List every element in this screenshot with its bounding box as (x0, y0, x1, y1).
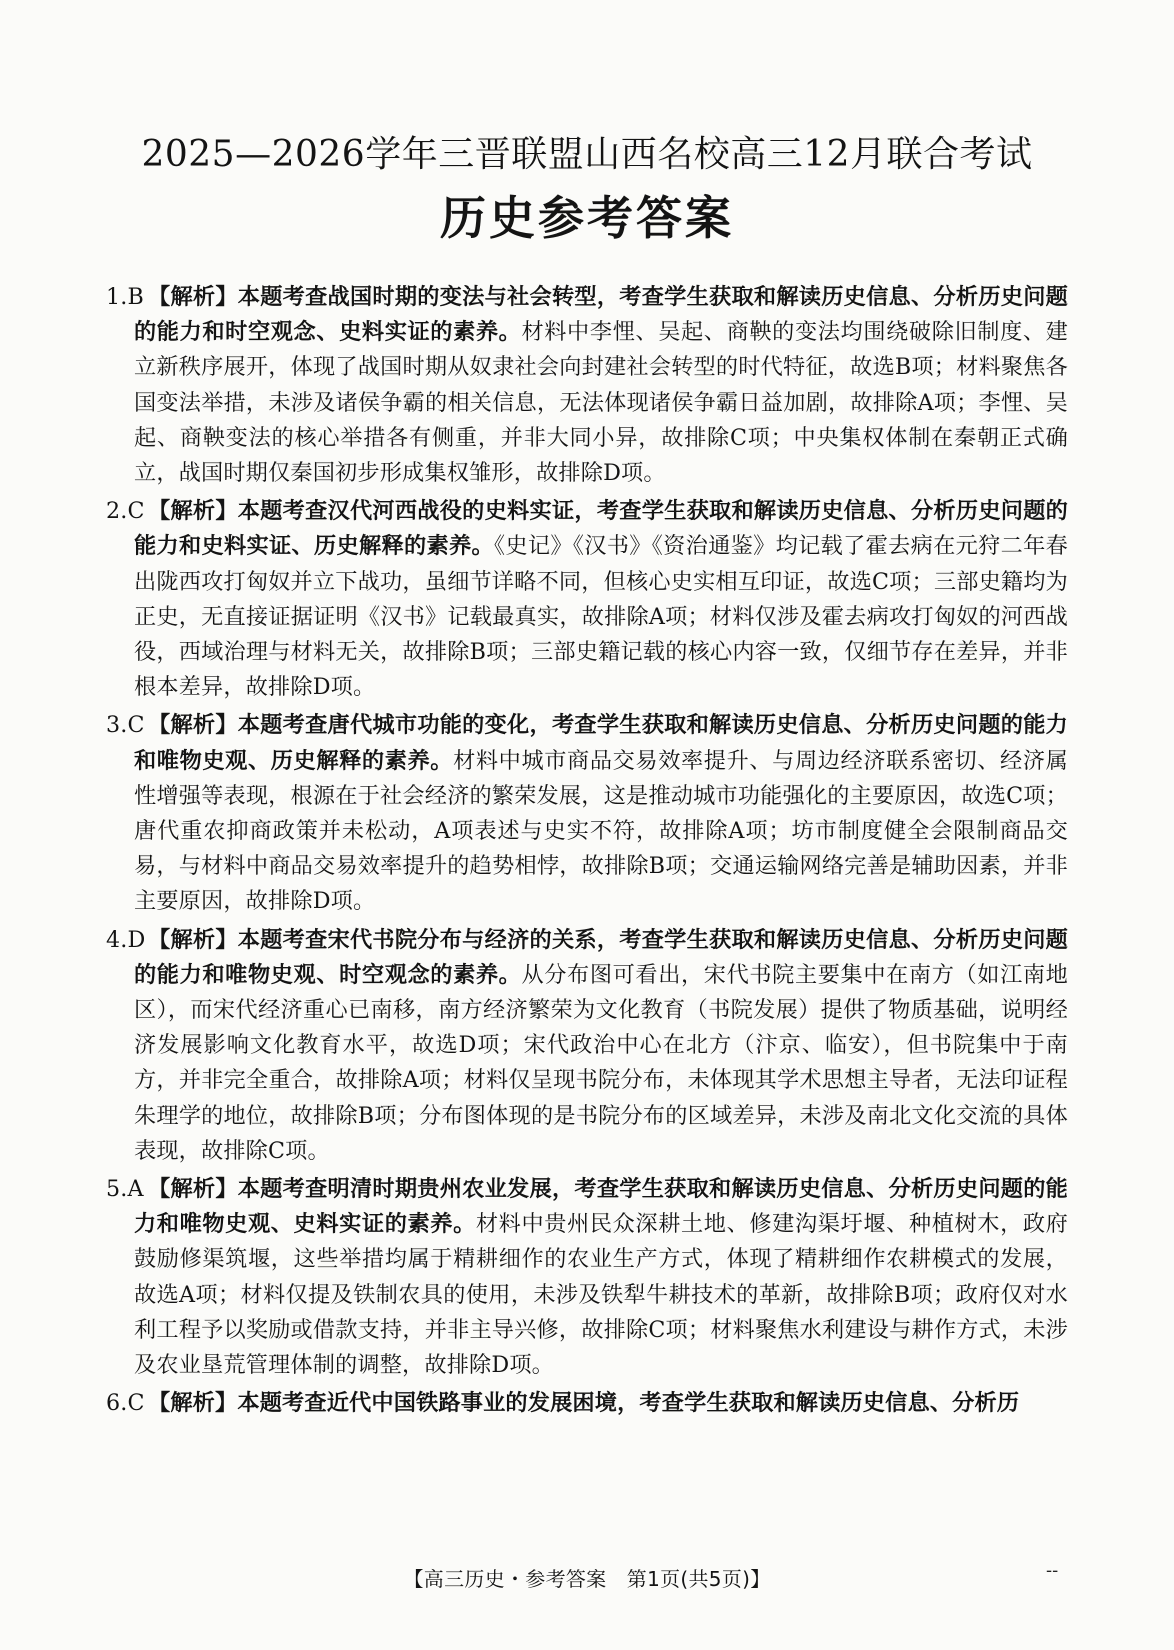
analysis-lead: 本题考查近代中国铁路事业的发展困境，考查学生获取和解读历史信息、分析历 (237, 1390, 1020, 1417)
analysis-tag: 【解析】 (148, 926, 238, 953)
answer-item-2 (108, 494, 1068, 705)
page-title: 历史参考答案 (440, 191, 734, 245)
answer-number: 4.D (106, 926, 146, 953)
analysis-body: 《史记》《汉书》《资治通鉴》均记载了霍去病在元狩二年春出陇西攻打匈奴并立下战功，虽细节详略不同，但核心史实相互印证，故选C项；三部史籍均为正史，无直接证据证明《汉书》记载最真实，故排除A项；材料仅涉及霍去病攻打匈奴的河西战役，西域治理与材料无关，故排除B项；三部史籍记载的核心内容一致，仅细节存在差异，并非根本差异，故排除D项。 (134, 533, 1068, 701)
analysis-tag: 【解析】 (148, 1390, 238, 1417)
analysis-lead: 本题考查唐代城市功能的变化，考查学生获取和解读历史信息、分析历史问题的能力和唯物史观、历史解释的素养。 (134, 712, 1068, 774)
answer-item-3 (108, 708, 1068, 919)
analysis-tag: 【解析】 (148, 498, 238, 525)
analysis-tag: 【解析】 (148, 1176, 238, 1203)
answer-number: 5.A (106, 1176, 144, 1203)
analysis-body: 材料中贵州民众深耕土地、修建沟渠圩堰、种植树木，政府鼓励修渠筑堰，这些举措均属于精耕细作的农业生产方式，体现了精耕细作农耕模式的发展，故选A项；材料仅提及铁制农具的使用，未涉及铁犁牛耕技术的革新，故排除B项；政府仅对水利工程予以奖励或借款支持，并非主导兴修，故排除C项；材料聚焦水利建设与耕作方式，未涉及农业垦荒管理体制的调整，故排除D项。 (134, 1211, 1068, 1379)
answer-number: 2.C (106, 498, 145, 525)
analysis-body: 材料中李悝、吴起、商鞅的变法均围绕破除旧制度、建立新秩序展开，体现了战国时期从奴隶社会向封建社会转型的时代特征，故选B项；材料聚焦各国变法举措，未涉及诸侯争霸的相关信息，无法体现诸侯争霸日益加剧，故排除A项；李悝、吴起、商鞅变法的核心举措各有侧重，并非大同小异，故排除C项；中央集权体制在秦朝正式确立，战国时期仅秦国初步形成集权雏形，故排除D项。 (134, 319, 1068, 487)
analysis-tag: 【解析】 (148, 284, 238, 310)
answer-item-1 (108, 280, 1068, 491)
analysis-lead: 本题考查汉代河西战役的史料实证，考查学生获取和解读历史信息、分析历史问题的能力和史料实证、历史解释的素养。 (134, 498, 1068, 560)
answer-number: 1.B (106, 284, 144, 310)
analysis-lead: 本题考查宋代书院分布与经济的关系，考查学生获取和解读历史信息、分析历史问题的能力和唯物史观、时空观念的素养。 (134, 926, 1068, 988)
analysis-body: 从分布图可看出，宋代书院主要集中在南方（如江南地区），而宋代经济重心已南移，南方经济繁荣为文化教育（书院发展）提供了物质基础，说明经济发展影响文化教育水平，故选D项；宋代政治中心在北方（汴京、临安），但书院集中于南方，并非完全重合，故排除A项；材料仅呈现书院分布，未体现其学术思想主导者，无法印证程朱理学的地位，故排除B项；分布图体现的是书院分布的区域差异，未涉及南北文化交流的具体表现，故排除C项。 (134, 961, 1068, 1164)
page-footer: 【高三历史・参考答案 第1页(共5页)】 (403, 1567, 771, 1591)
analysis-body: 材料中城市商品交易效率提升、与周边经济联系密切、经济属性增强等表现，根源在于社会经济的繁荣发展，这是推动城市功能强化的主要原因，故选C项；唐代重农抑商政策并未松动，A项表述与史实不符，故排除A项；坊市制度健全会限制商品交易，与材料中商品交易效率提升的趋势相悖，故排除B项；交通运输网络完善是辅助因素，并非主要原因，故排除D项。 (134, 747, 1068, 915)
exam-title: 2025—2026学年三晋联盟山西名校高三12月联合考试 (141, 134, 1033, 175)
analysis-lead: 本题考查战国时期的变法与社会转型，考查学生获取和解读历史信息、分析历史问题的能力和时空观念、史料实证的素养。 (134, 284, 1068, 346)
answer-number: 6.C (106, 1390, 145, 1417)
answer-number: 3.C (106, 712, 145, 739)
answer-list (108, 280, 1068, 1425)
answer-item-5 (108, 1172, 1068, 1383)
analysis-lead: 本题考查明清时期贵州农业发展，考查学生获取和解读历史信息、分析历史问题的能力和唯物史观、史料实证的素养。 (134, 1176, 1068, 1238)
corner-mark: -- (1046, 1560, 1059, 1581)
answer-item-4 (108, 923, 1068, 1169)
answer-item-6 (108, 1386, 1068, 1421)
analysis-tag: 【解析】 (148, 712, 238, 739)
